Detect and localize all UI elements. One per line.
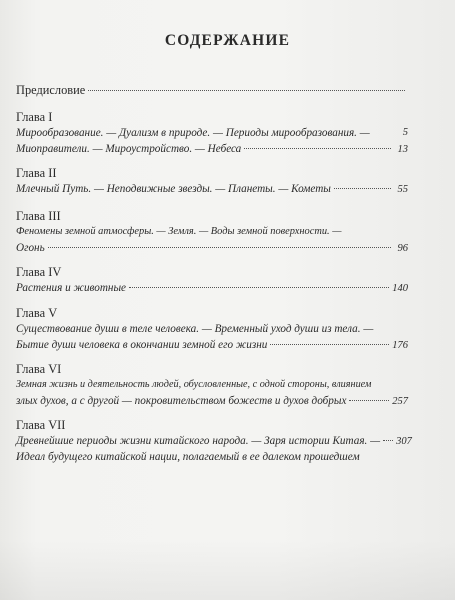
leader-dots [349, 399, 389, 401]
toc-entry-chapter-5 [16, 305, 408, 353]
chapter-heading: Глава V [16, 306, 58, 320]
chapter-description: Феномены земной атмосферы. — Земля. — Воды земной поверхности. — [16, 226, 342, 237]
leader-dots [334, 187, 391, 189]
page-number: 176 [392, 340, 408, 351]
page-number: 13 [397, 144, 408, 155]
chapter-description: Миоправители. — Мироустройство. — Небеса [16, 143, 242, 155]
page-title: СОДЕРЖАНИЕ [164, 32, 291, 49]
toc-entry-chapter-3 [16, 208, 408, 256]
page-number: 307 [396, 436, 412, 447]
leader-dots [129, 286, 389, 288]
chapter-description: Древнейшие периоды жизни китайского народа. — Заря истории Китая. — [16, 435, 381, 447]
chapter-heading: Глава IV [16, 265, 62, 279]
chapter-description: Млечный Путь. — Неподвижные звезды. — Планеты. — Кометы [16, 183, 331, 195]
page-number: 257 [392, 396, 408, 407]
toc-entry-chapter-1 [16, 109, 408, 157]
chapter-heading: Глава VII [16, 418, 66, 432]
leader-dots [88, 89, 405, 91]
chapter-description: Бытие души человека в окончании земной его жизни [16, 339, 268, 351]
page-number: 140 [392, 283, 408, 294]
toc-entry-preface [16, 82, 408, 98]
toc-entry-chapter-4 [16, 264, 408, 296]
page-number: 55 [397, 184, 408, 195]
page-number: 96 [397, 243, 408, 254]
leader-dots [244, 147, 391, 149]
chapter-description: Земная жизнь и деятельность людей, обусловленные, с одной стороны, влиянием [16, 379, 372, 390]
page-shadow [0, 540, 455, 600]
chapter-description: Существование души в теле человека. — Временный уход души из тела. — [16, 323, 374, 335]
page-number: 5 [402, 127, 408, 138]
chapter-description: Идеал будущего китайской нации, полагаемый в ее далеком прошедшем [16, 451, 360, 463]
chapter-description: Огонь [16, 242, 45, 254]
chapter-heading: Глава III [16, 209, 61, 223]
chapter-description: Растения и животные [16, 282, 127, 294]
chapter-heading: Глава VI [16, 362, 62, 376]
toc-entry-chapter-6 [16, 361, 408, 409]
leader-dots [383, 439, 393, 441]
toc-entry-chapter-7 [16, 417, 412, 465]
chapter-description: злых духов, а с другой — покровительством божеств и духов добрых [16, 395, 347, 407]
preface-label: Предисловие [16, 83, 86, 97]
leader-dots [270, 343, 389, 345]
toc-entry-chapter-2 [16, 165, 408, 197]
chapter-description: Мирообразование. — Дуализм в природе. — Периоды мирообразования. — [16, 127, 370, 139]
chapter-heading: Глава I [16, 110, 53, 124]
leader-dots [48, 246, 391, 248]
chapter-heading: Глава II [16, 166, 57, 180]
